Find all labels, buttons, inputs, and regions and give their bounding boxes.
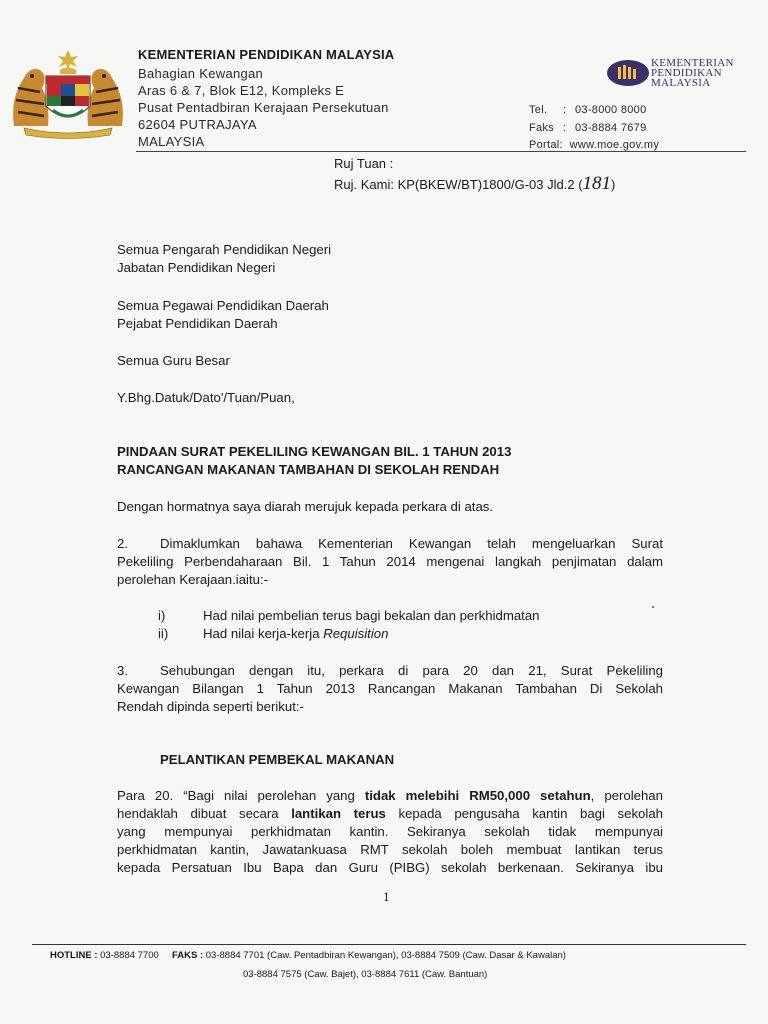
address-line: Aras 6 & 7, Blok E12, Kompleks E bbox=[138, 83, 345, 98]
recipient-line: Jabatan Pendidikan Negeri bbox=[117, 260, 276, 275]
address-line: MALAYSIA bbox=[138, 134, 205, 149]
ruj-kami: Ruj. Kami: KP(BKEW/BT)1800/G-03 Jld.2 (181) bbox=[334, 173, 616, 194]
ruj-tuan: Ruj Tuan : bbox=[334, 156, 394, 171]
list-marker: i) bbox=[158, 608, 166, 623]
subject-line: RANCANGAN MAKANAN TAMBAHAN DI SEKOLAH RENDAH bbox=[117, 462, 500, 477]
subject-line: PINDAAN SURAT PEKELILING KEWANGAN BIL. 1 TAHUN 2013 bbox=[117, 444, 512, 459]
moe-logo-mark-icon bbox=[606, 58, 650, 88]
list-item-text: Had nilai kerja-kerja Requisition bbox=[203, 626, 389, 641]
para-number: 2. bbox=[117, 536, 128, 551]
para3-line: Rendah dipinda seperti berikut:- bbox=[117, 699, 304, 714]
footer-divider bbox=[32, 944, 746, 945]
recipient-line: Semua Pengarah Pendidikan Negeri bbox=[117, 242, 332, 257]
contact-tel: Tel. : 03-8000 8000 bbox=[529, 104, 647, 116]
contact-portal: Portal: www.moe.gov.my bbox=[529, 139, 660, 151]
para20-line: kepada Persatuan Ibu Bapa dan Guru (PIBG) sekolah berkenaan. Sekiranya ibu bbox=[117, 860, 663, 875]
para2-line: Pekeliling Perbendaharaan Bil. 1 Tahun 2014 mengenai langkah penjimatan dalam bbox=[117, 554, 663, 569]
moe-logo-text: KEMENTERIAN PENDIDIKAN MALAYSIA bbox=[651, 57, 734, 89]
para2-line: perolehan Kerajaan.iaitu:- bbox=[117, 572, 269, 587]
para-number: 3. bbox=[117, 663, 128, 678]
opening-sentence: Dengan hormatnya saya diarah merujuk kepada perkara di atas. bbox=[117, 499, 494, 514]
page-number: 1 bbox=[383, 889, 390, 904]
footer-contacts: HOTLINE : 03-8884 7700 FAKS : 03-8884 7701 (Caw. Pentadbiran Kewangan), 03-8884 7509 (Caw. Dasar & Kawalan) bbox=[50, 950, 566, 961]
address-line: 62604 PUTRAJAYA bbox=[138, 117, 257, 132]
section-heading: PELANTIKAN PEMBEKAL MAKANAN bbox=[160, 752, 395, 767]
list-marker: ii) bbox=[158, 626, 169, 641]
recipient-line: Semua Pegawai Pendidikan Daerah bbox=[117, 298, 329, 313]
list-item-text: Had nilai pembelian terus bagi bekalan dan perkhidmatan bbox=[203, 608, 540, 623]
contact-fax: Faks : 03-8884 7679 bbox=[529, 122, 647, 134]
address-line: Bahagian Kewangan bbox=[138, 66, 264, 81]
recipient-line: Pejabat Pendidikan Daerah bbox=[117, 316, 278, 331]
header-divider bbox=[136, 151, 746, 152]
para20-line: yang mempunyai perkhidmatan kantin. Sekiranya sekolah tidak mempunyai bbox=[117, 824, 663, 839]
para20-line: perkhidmatan kantin, Jawatankuasa RMT sekolah boleh membuat lantikan terus bbox=[117, 842, 663, 857]
address-line: Pusat Pentadbiran Kerajaan Persekutuan bbox=[138, 100, 389, 115]
para3-line: Kewangan Bilangan 1 Tahun 2013 Rancangan Makanan Tambahan Di Sekolah bbox=[117, 681, 663, 696]
handwritten-ref-number: 181 bbox=[582, 173, 612, 194]
para20-line: Para 20. “Bagi nilai perolehan yang tidak melebihi RM50,000 setahun, perolehan bbox=[117, 788, 663, 803]
ministry-name: KEMENTERIAN PENDIDIKAN MALAYSIA bbox=[138, 47, 395, 62]
coat-of-arms-crest bbox=[10, 48, 126, 140]
salutation: Y.Bhg.Datuk/Dato'/Tuan/Puan, bbox=[117, 390, 295, 405]
para3-line: Sehubungan dengan itu, perkara di para 20 dan 21, Surat Pekeliling bbox=[160, 663, 663, 678]
para20-line: hendaklah dibuat secara lantikan terus kepada pengusaha kantin bagi sekolah bbox=[117, 806, 663, 821]
scan-speck bbox=[652, 606, 654, 608]
footer-contacts-line2: 03-8884 7575 (Caw. Bajet), 03-8884 7611 (Caw. Bantuan) bbox=[243, 969, 488, 980]
para2-line: Dimaklumkan bahawa Kementerian Kewangan telah mengeluarkan Surat bbox=[160, 536, 663, 551]
recipient-line: Semua Guru Besar bbox=[117, 353, 230, 368]
